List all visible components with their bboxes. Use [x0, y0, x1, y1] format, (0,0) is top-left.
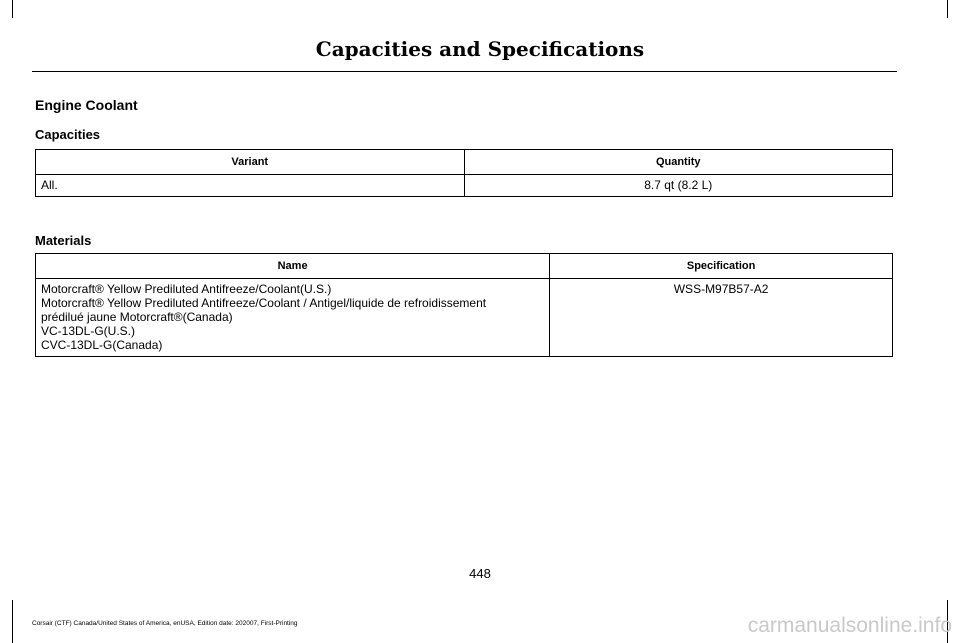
crop-mark-top-left — [12, 0, 13, 18]
crop-mark-bottom-left — [12, 600, 13, 643]
table-row — [36, 175, 893, 197]
material-name-line: CVC-13DL-G(Canada) — [41, 338, 163, 352]
footer-edition-info: Corsair (CTF) Canada/United States of America, enUSA, Edition date: 202007, First-Printing — [32, 620, 298, 627]
specification-cell: WSS-M97B57-A2 — [550, 279, 893, 357]
material-name-line: prédilué jaune Motorcraft®(Canada) — [41, 310, 233, 324]
table-header-row — [36, 150, 893, 175]
column-header-variant: Variant — [36, 150, 465, 175]
column-header-name: Name — [36, 254, 550, 279]
table-row — [36, 279, 893, 357]
column-header-quantity: Quantity — [464, 150, 893, 175]
material-name-line: VC-13DL-G(U.S.) — [41, 324, 136, 338]
quantity-cell: 8.7 qt (8.2 L) — [464, 175, 893, 197]
crop-mark-top-right — [947, 0, 948, 18]
page-header-title: Capacities and Specifications — [315, 37, 645, 61]
column-header-specification: Specification — [550, 254, 893, 279]
materials-table — [35, 253, 893, 357]
material-name-line: Motorcraft® Yellow Prediluted Antifreeze/Coolant / Antigel/liquide de refroidissement — [41, 296, 487, 310]
capacities-table — [35, 149, 893, 197]
header-divider — [32, 71, 897, 72]
page-number: 448 — [469, 566, 491, 581]
variant-cell: All. — [36, 175, 465, 197]
material-name-line: Motorcraft® Yellow Prediluted Antifreeze/Coolant(U.S.) — [41, 282, 332, 296]
material-name-cell — [36, 279, 550, 357]
section-title: Engine Coolant — [35, 97, 138, 113]
table-header-row — [36, 254, 893, 279]
watermark: carmanualsonline.info — [747, 614, 952, 637]
materials-heading: Materials — [35, 233, 92, 248]
capacities-heading: Capacities — [35, 127, 101, 142]
